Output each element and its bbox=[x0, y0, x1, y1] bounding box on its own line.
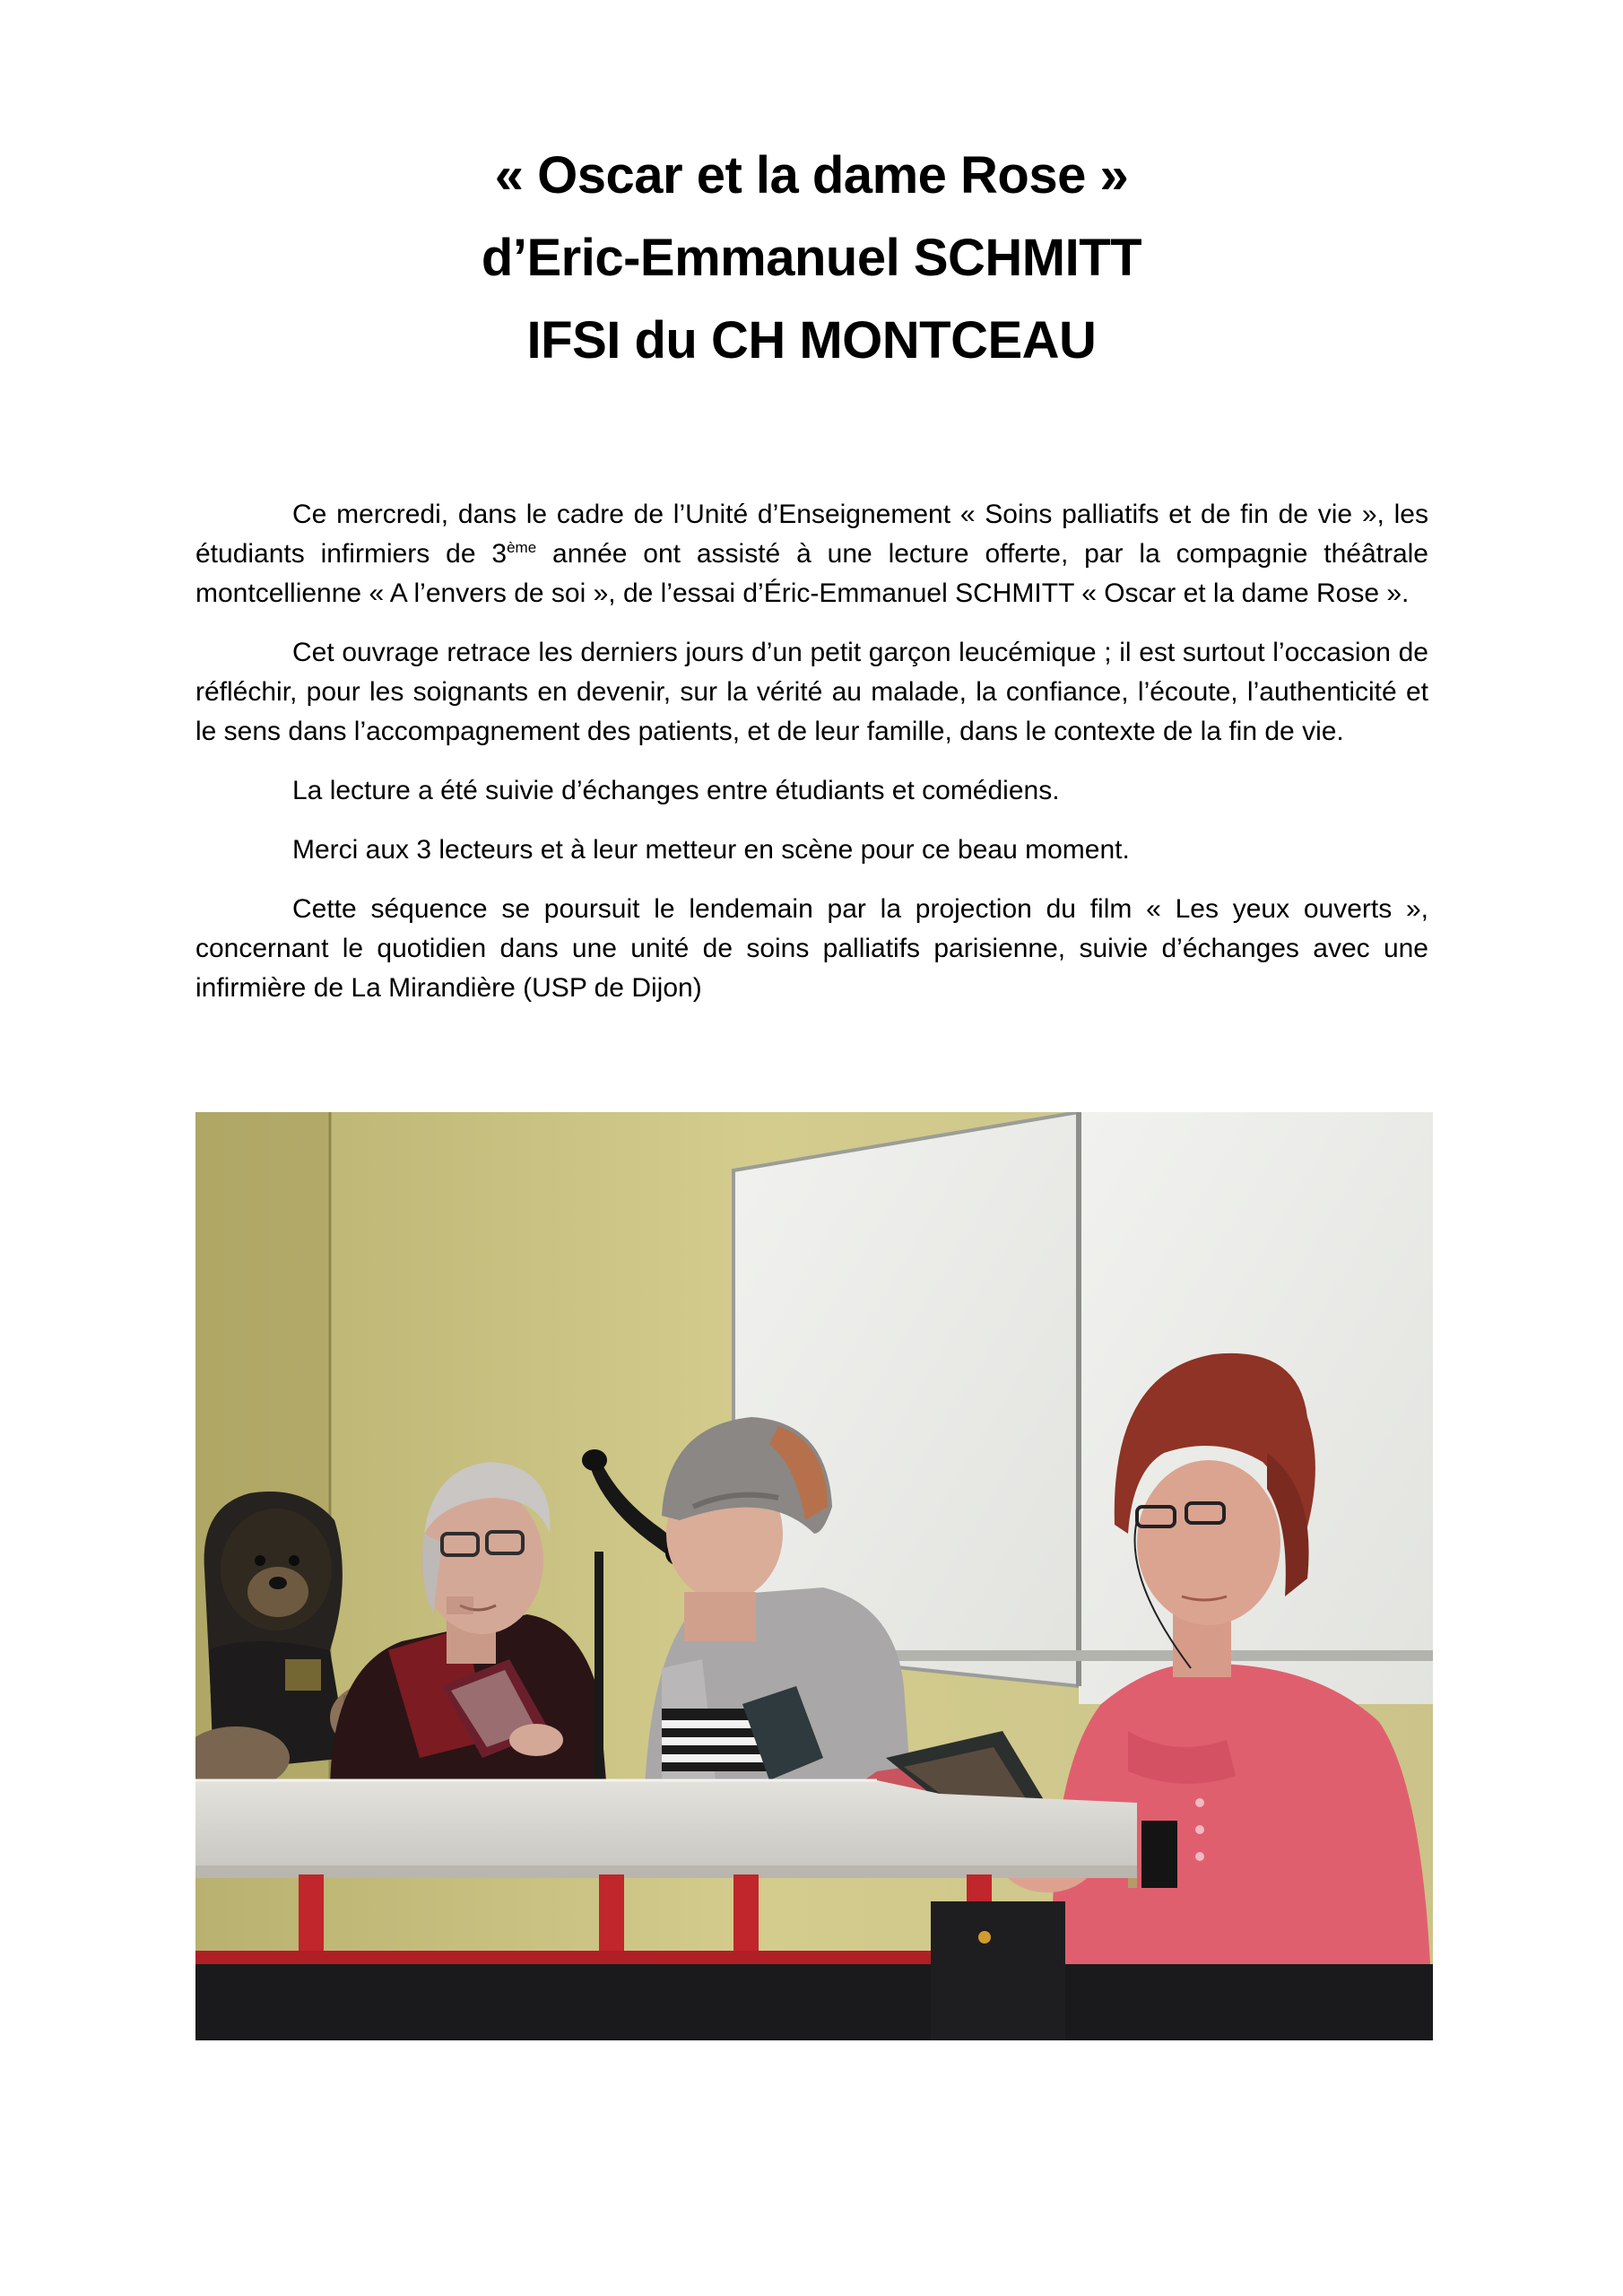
title-line-3: IFSI du CH MONTCEAU bbox=[526, 311, 1097, 370]
paragraph-4: Merci aux 3 lecteurs et à leur metteur en scène pour ce beau moment. bbox=[292, 835, 1130, 865]
reading-photo bbox=[195, 1112, 1433, 2040]
paragraph-3: La lecture a été suivie d’échanges entre étudiants et comédiens. bbox=[292, 776, 1060, 805]
paragraph-1 bbox=[195, 495, 1428, 613]
article-body bbox=[195, 495, 1428, 1028]
document-title bbox=[0, 135, 1623, 382]
reading-photo-illustration bbox=[195, 1112, 1433, 2040]
paragraph-2: Cet ouvrage retrace les derniers jours d’un petit garçon leucémique ; il est surtout l’occasion de réfléchir, pour les soignants en devenir, sur la vérité au malade, la confiance, l’écoute, l’authenticité et le sens dans l’accompagnement des patients, et de leur famille, dans le contexte de la fin de vie. bbox=[195, 638, 1428, 746]
ordinal-superscript: ème bbox=[507, 539, 537, 556]
paragraph-1-part-a: Ce mercredi, dans le cadre de l’Unité d’Enseignement « Soins palliatifs et de fin de vie », les étudiants infirmiers de 3 bbox=[195, 500, 1428, 569]
title-line-1: « Oscar et la dame Rose » bbox=[494, 146, 1129, 204]
title-line-2: d’Eric-Emmanuel SCHMITT bbox=[481, 229, 1142, 287]
paragraph-1-part-b: année ont assisté à une lecture offerte, par la compagnie théâtrale montcellienne « A l’envers de soi », de l’essai d’Éric-Emmanuel SCHMITT « Oscar et la dame Rose ». bbox=[195, 539, 1428, 608]
paragraph-5: Cette séquence se poursuit le lendemain par la projection du film « Les yeux ouverts », concernant le quotidien dans une unité de soins palliatifs parisienne, suivie d’échanges avec une infirmière de La Mirandière (USP de Dijon) bbox=[195, 894, 1428, 1003]
